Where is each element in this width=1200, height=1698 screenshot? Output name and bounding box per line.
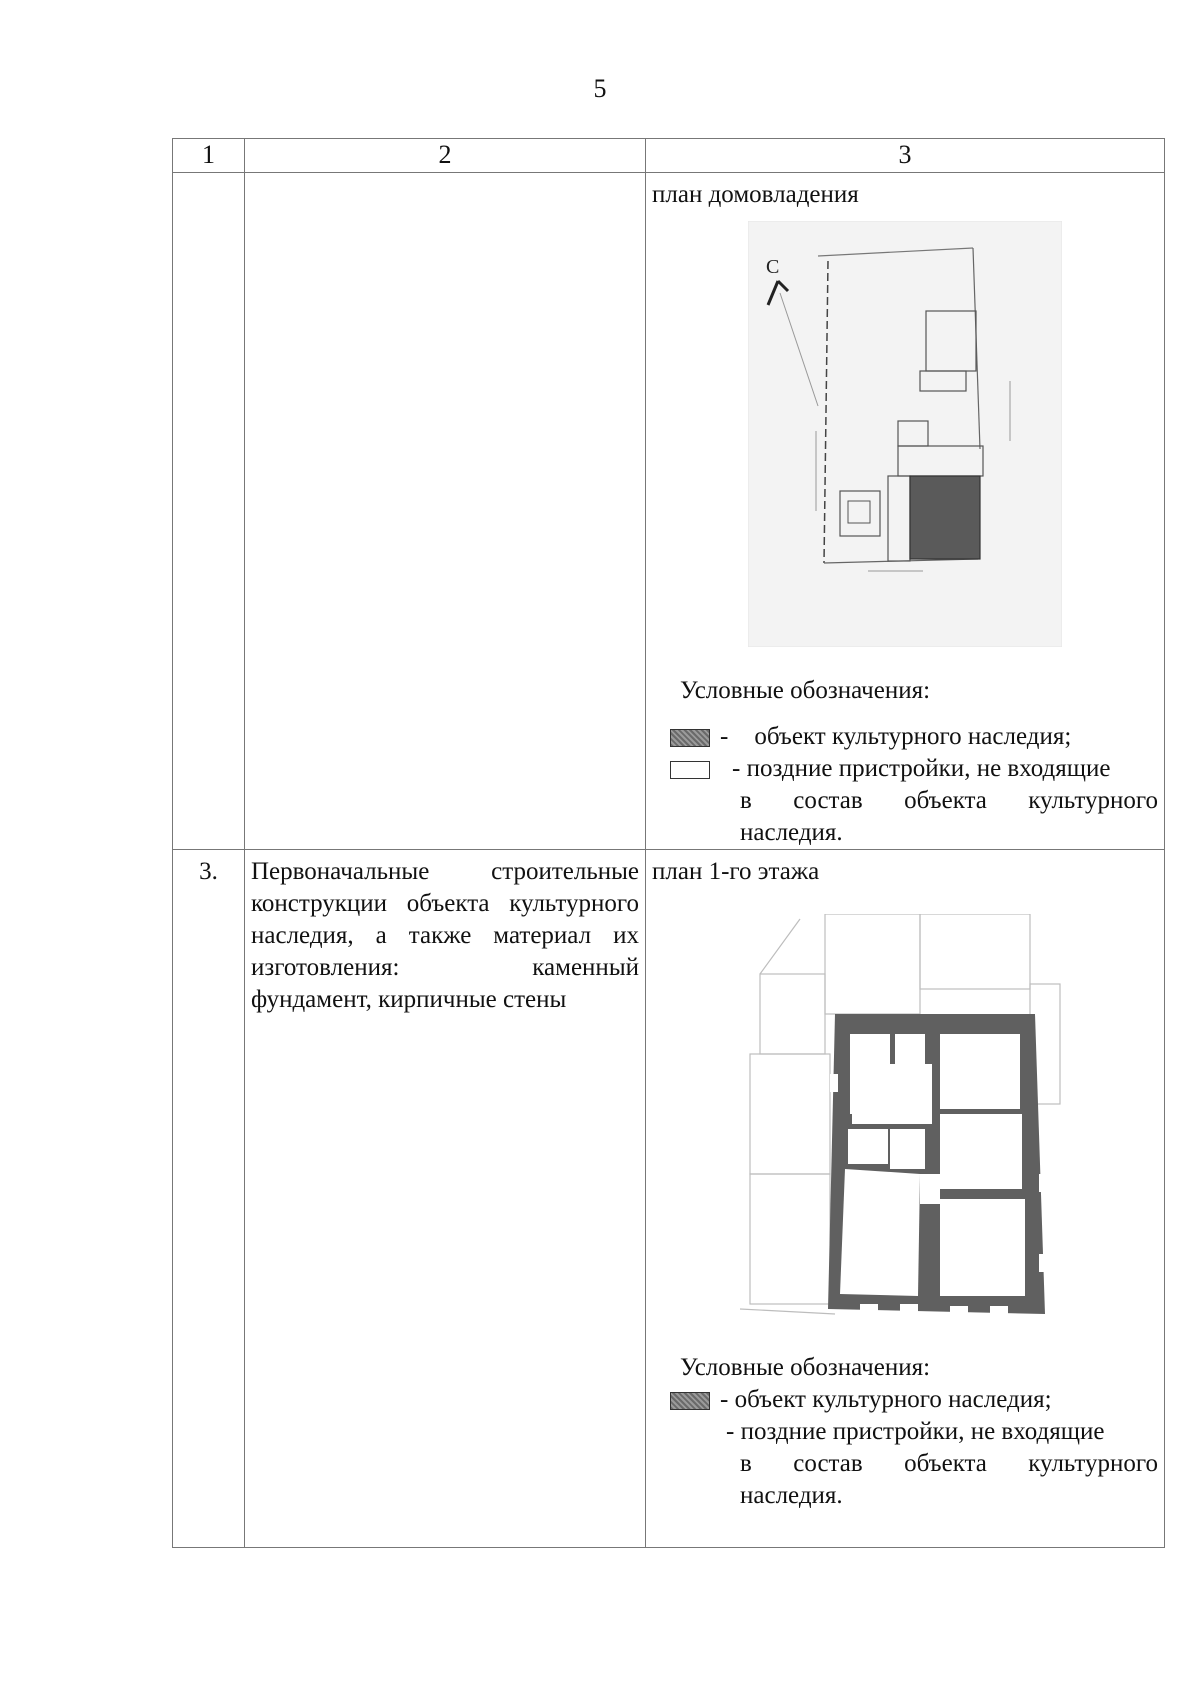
header-row (173, 139, 1165, 173)
plan-title: план домовладения (652, 181, 859, 208)
svg-text:С: С (766, 256, 780, 278)
floor-plan-cell (646, 850, 1165, 1548)
table-row (173, 173, 1165, 850)
later-additions-swatch-icon (670, 761, 710, 779)
legend-later-line2: в состав объекта культурного наследия. (740, 1450, 1158, 1509)
page-number: 5 (593, 74, 607, 103)
row-number: 3. (173, 850, 245, 1548)
legend-dash: - (720, 723, 729, 750)
legend-heritage-label: - объект культурного наследия; (720, 1386, 1052, 1413)
row-number-empty (173, 173, 245, 850)
header-col-3: 3 (646, 139, 1165, 173)
header-col-2: 2 (245, 139, 646, 173)
floor-plan-image (740, 914, 1070, 1330)
heritage-table (172, 138, 1165, 1548)
row-description: Первоначальные строительные конструкции объекта культурного наследия, а также материал их изготовления: каменный фундамент, кирпичные стены (245, 850, 646, 1548)
row-description-empty (245, 173, 646, 850)
legend-title: Условные обозначения: (680, 1354, 931, 1381)
legend-title: Условные обозначения: (680, 677, 931, 704)
legend-item-later (652, 1416, 1158, 1448)
table-row (173, 850, 1165, 1548)
plan-title: план 1-го этажа (652, 858, 820, 885)
site-plan-image (748, 221, 1062, 647)
heritage-swatch-icon (670, 729, 710, 747)
header-col-1: 1 (173, 139, 245, 173)
legend-later-line1: - поздние пристройки, не входящие (726, 1418, 1105, 1445)
legend-item-heritage (652, 721, 1158, 753)
heritage-swatch-icon (670, 1392, 710, 1410)
legend-later-line1: - поздние пристройки, не входящие (732, 755, 1111, 782)
later-additions-swatch-icon (670, 1424, 708, 1440)
legend-later-line2: в состав объекта культурного наследия. (740, 787, 1158, 846)
legend-heritage-label: объект культурного наследия; (754, 723, 1072, 750)
legend-item-heritage (652, 1384, 1158, 1416)
plan-cell (646, 173, 1165, 850)
legend-item-later (652, 753, 1158, 785)
